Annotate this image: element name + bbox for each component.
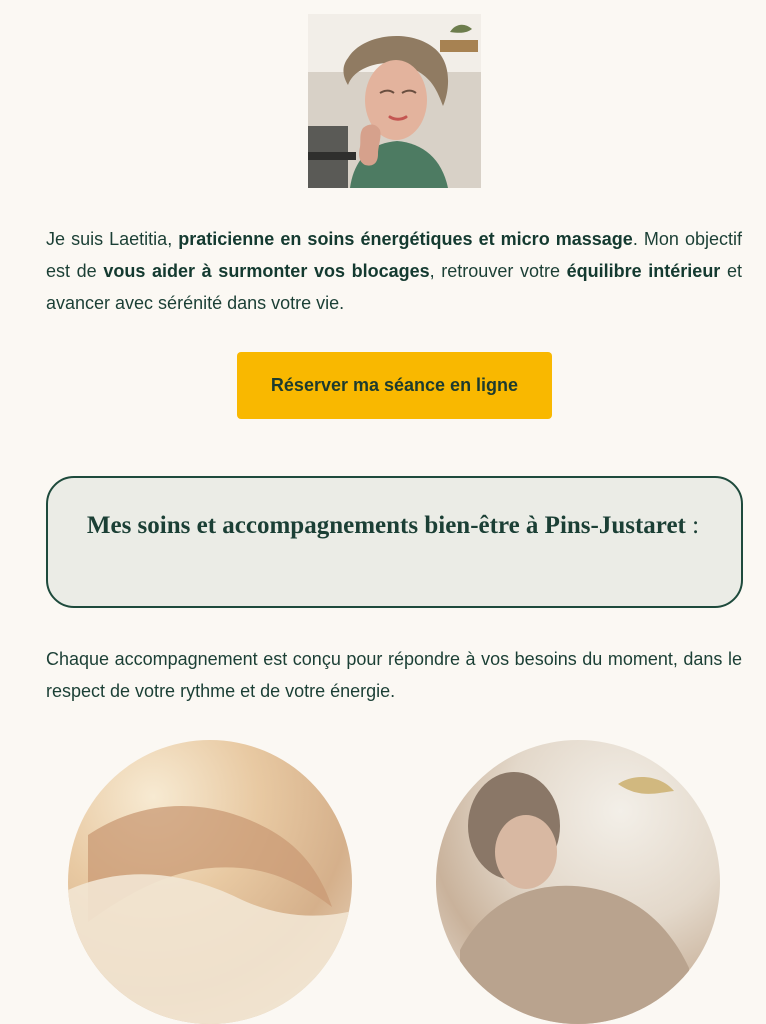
section-title — [60, 510, 726, 541]
service-illustration-right — [436, 740, 720, 1024]
section-description: Chaque accompagnement est conçu pour répondre à vos besoins du moment, dans le respect de votre rythme et de votre énergie. — [46, 649, 742, 701]
intro-text-blocks: vous aider à surmonter vos blocages — [103, 261, 430, 281]
service-image-left — [68, 740, 352, 1024]
portrait-illustration — [308, 14, 481, 188]
service-image-right — [436, 740, 720, 1024]
book-session-button[interactable]: Réserver ma séance en ligne — [237, 352, 552, 419]
intro-text-name: Je suis Laetitia, — [46, 229, 179, 249]
intro-text-practitioner: praticienne en soins énergétiques et micro massage — [178, 229, 633, 249]
intro-paragraph — [46, 223, 742, 319]
intro-text-retrieve: , retrouver votre — [429, 261, 567, 281]
section-title-suffix: : — [685, 512, 700, 539]
intro-text-serenity: et avancer avec sérénité dans votre vie. — [46, 261, 742, 313]
section-heading-card — [46, 476, 743, 608]
intro-text-objective: . Mon objectif est de — [46, 229, 742, 281]
intro-text-balance: équilibre intérieur — [566, 261, 721, 281]
service-illustration-left — [68, 740, 352, 1024]
section-title-text: Mes soins et accompagnements bien-être à Pins-Justaret — [86, 512, 686, 539]
portrait-image — [308, 14, 481, 188]
